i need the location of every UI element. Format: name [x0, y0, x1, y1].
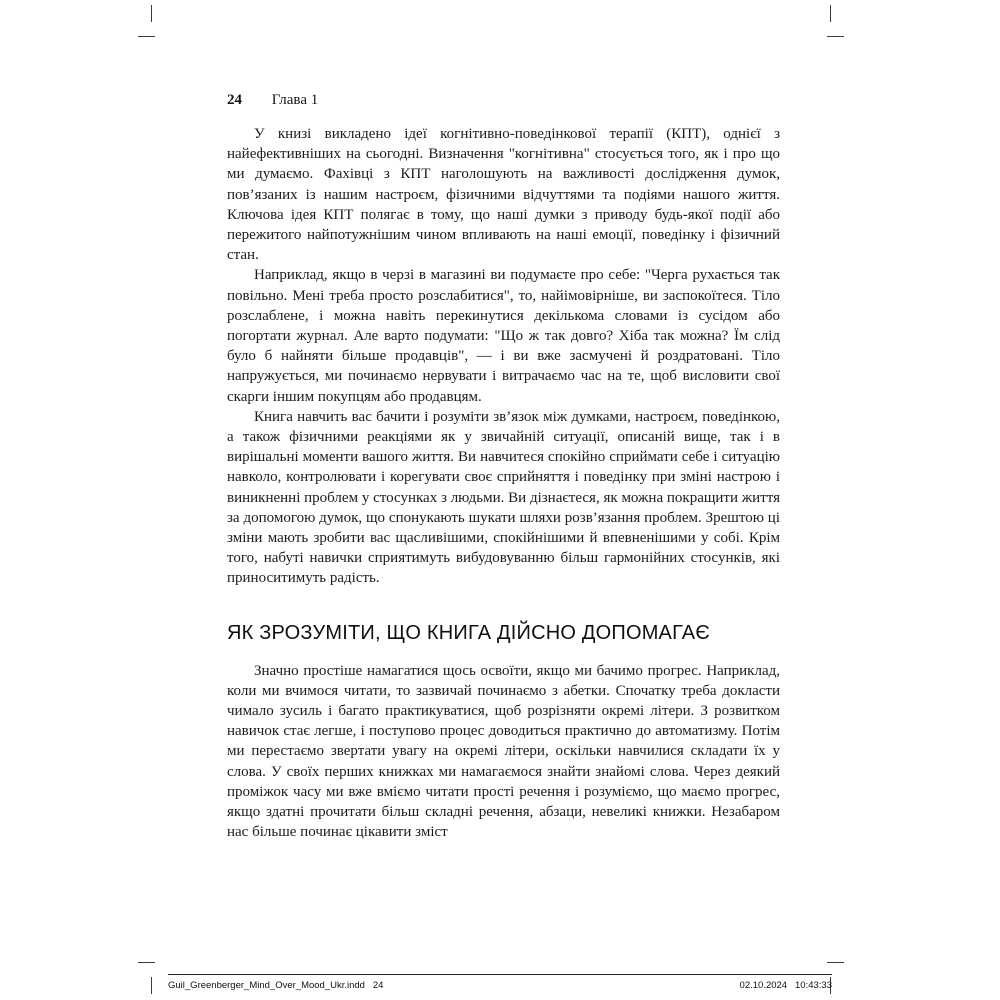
section-heading: ЯК ЗРОЗУМІТИ, ЩО КНИГА ДІЙСНО ДОПОМАГАЄ — [227, 621, 710, 644]
body-text — [227, 124, 780, 843]
page-text-block — [227, 92, 780, 968]
chapter-label: Глава 1 — [271, 92, 319, 108]
crop-mark-bottom-left-vertical — [151, 977, 152, 994]
crop-mark-top-right-vertical — [830, 5, 831, 22]
crop-mark-top-left-vertical — [151, 5, 152, 22]
crop-mark-bottom-right-horizontal — [827, 962, 844, 963]
running-head — [227, 92, 780, 109]
footer-timestamp: 02.10.2024 10:43:33 — [739, 980, 832, 991]
footer-rule — [168, 974, 832, 975]
paragraph-4: Значно простіше намагатися щось освоїти, якщо ми бачимо прогрес. Наприклад, коли ми вчимося читати, то зазвичай починаємо з абетки. Спочатку треба докласти чимало зусиль і багато практикуватися, щоб розрізняти окремі літери. З розвитком навичок стає легше, і поступово процес доводиться практично до автоматизму. Потім ми перестаємо звертати увагу на окремі літери, оскільки навчилися складати їх у слова. У своїх перших книжках ми намагаємося знайти знайомі слова. Через деякий проміжок часу ми вже вміємо читати прості речення і розуміємо, що маємо прогрес, якщо здатні прочитати більш складні речення, абзаци, невеликі книжки. Незабаром нас більше починає цікавити зміст — [227, 662, 780, 841]
crop-mark-bottom-left-horizontal — [138, 962, 155, 963]
paragraph-1: У книзі викладено ідеї когнітивно-поведінкової терапії (КПТ), однієї з найефективніших на сьогодні. Визначення "когнітивна" стосується того, як і про що ми думаємо. Фахівці з КПТ наголошують на важливості дослідження думок, пов’язаних із нашим настроєм, фізичними відчуттями та подіями нашого життя. Ключова ідея КПТ полягає в тому, що наші думки з приводу будь-якої події або пережитого найпотужнішим чином впливають на наші емоції, поведінку і фізичний стан. — [227, 126, 780, 264]
footer-imprint: Guil_Greenberger_Mind_Over_Mood_Ukr.indd 24 — [168, 980, 384, 991]
paragraph-2: Наприклад, якщо в черзі в магазині ви подумаєте про себе: "Черга рухається так повільно. Мені треба просто розслабитися", то, найімовірніше, ви заспокоїтеся. Тіло розслаблене, і можна навіть перекинутися декількома словами із сусідом або погортати журнал. Але варто подумати: "Що ж так довго? Хіба так можна? Їм слід було б найняти більше продавців", — і ви вже засмучені й роздратовані. Тіло напружується, ми починаємо нервувати і витрачаємо час на те, щоб висловити свої скарги іншим покупцям або продавцям. — [227, 267, 780, 405]
page-number: 24 — [227, 92, 242, 108]
crop-mark-top-left-horizontal — [138, 36, 155, 37]
crop-mark-top-right-horizontal — [827, 36, 844, 37]
paragraph-3: Книга навчить вас бачити і розуміти зв’язок між думками, настроєм, поведінкою, а також фізичними реакціями як у звичайній ситуації, описаній вище, так і в вирішальні моменти вашого життя. Ви навчитеся спокійно сприймати себе і ситуацію навколо, контролювати і корегувати своє сприйняття і поведінку при зміні настрою і виникненні проблем у стосунках з людьми. Ви дізнаєтеся, як можна покращити життя за допомогою думок, що спонукають шукати шляхи розв’язання проблем. Зрештою ці зміни мають зробити вас щасливішими, спокійнішими й впевненішими у собі. Крім того, набуті навички сприятимуть вибудовуванню більш гармонійних стосунків, які приноситимуть радість. — [227, 408, 780, 587]
